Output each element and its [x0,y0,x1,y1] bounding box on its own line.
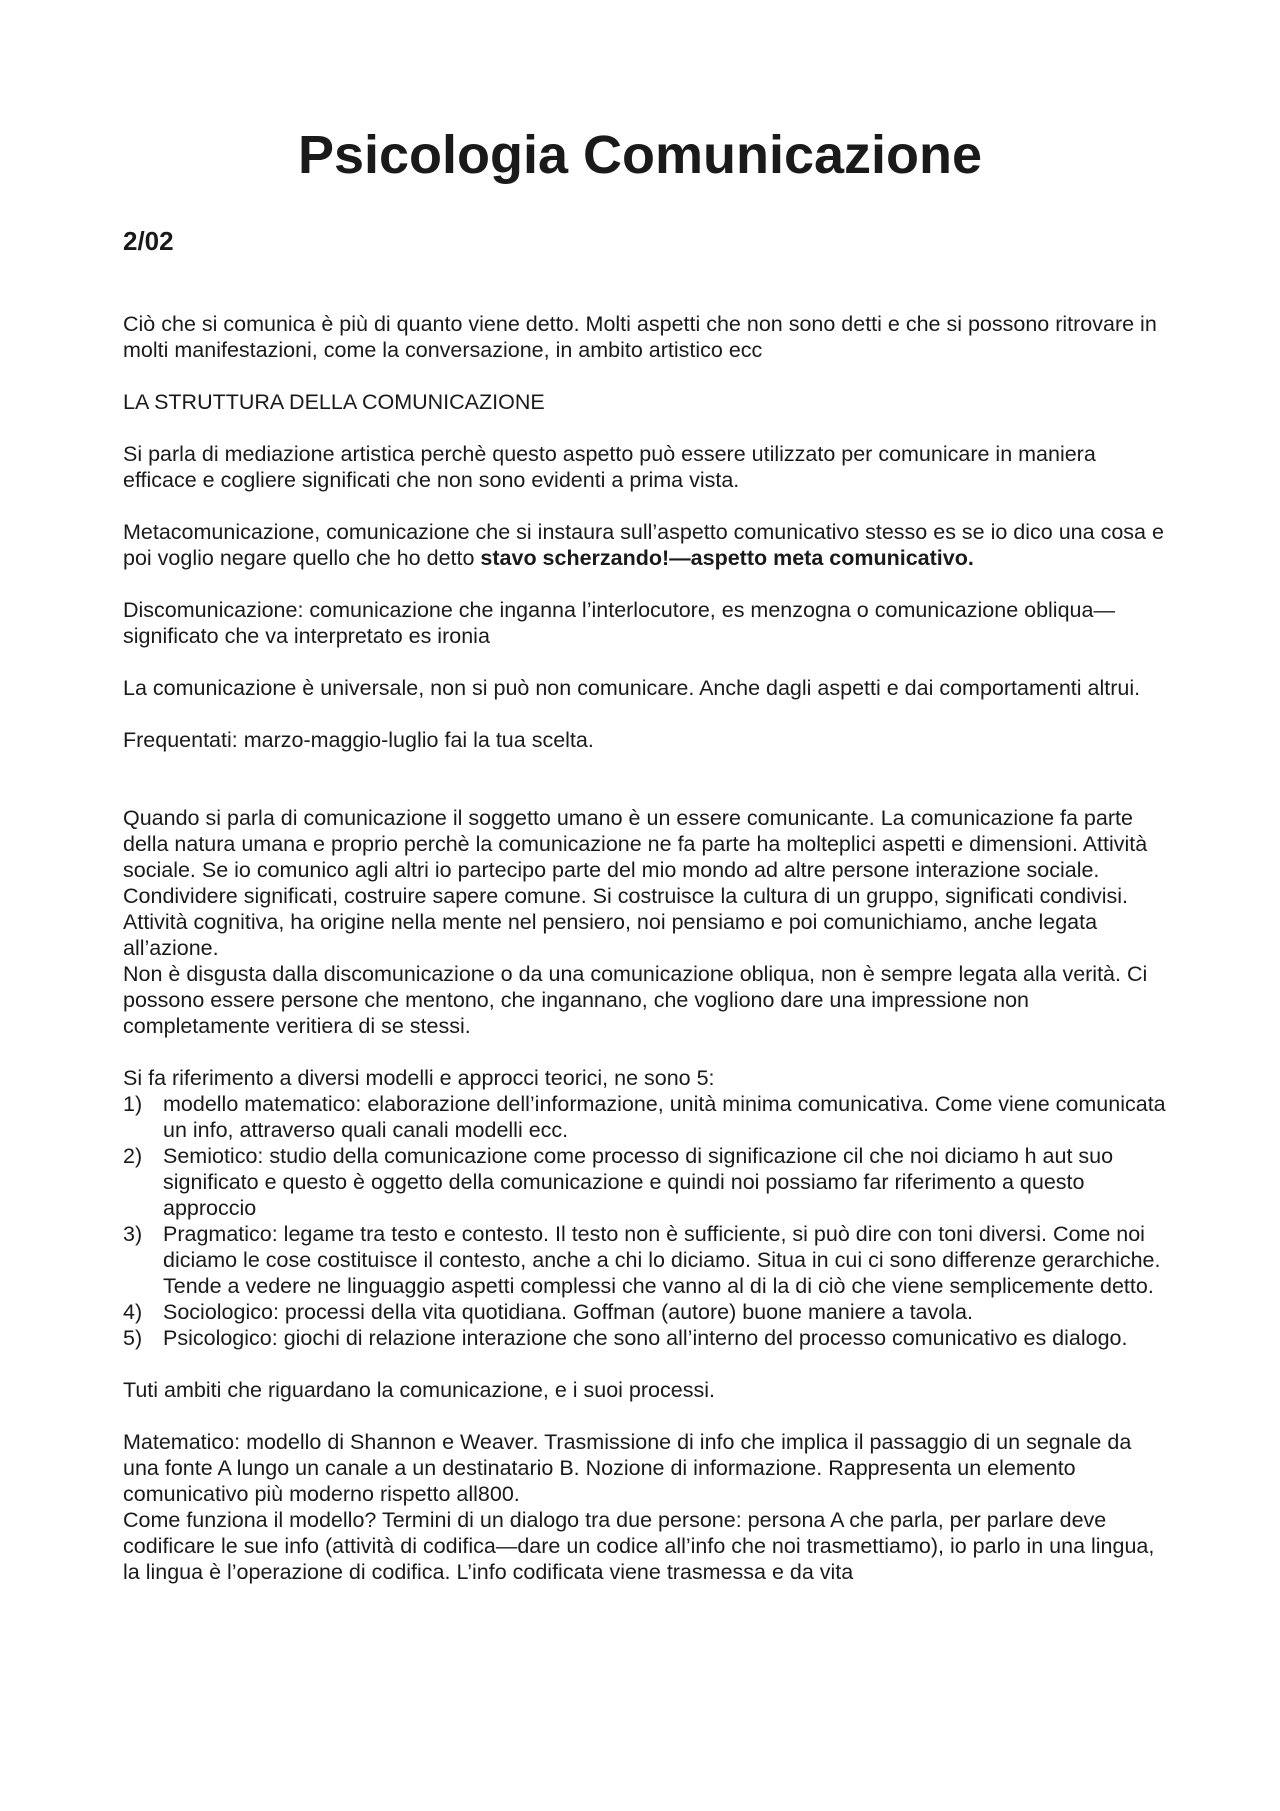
paragraph: Tuti ambiti che riguardano la comunicazione, e i suoi processi. [123,1378,715,1402]
document-title: Psicologia Comunicazione [297,125,983,185]
list-number: 2) [123,1144,143,1168]
list-number: 4) [123,1300,143,1324]
document-body [123,311,1173,1585]
list-item [123,1325,1173,1351]
list-number: 3) [123,1222,143,1246]
list-item [123,1091,1173,1143]
list-text: Psicologico: giochi di relazione interazione che sono all’interno del processo comunicativo es dialogo. [163,1326,1128,1350]
paragraph: Si fa riferimento a diversi modelli e approcci teorici, ne sono 5: [123,1066,715,1090]
models-list [123,1091,1173,1351]
lecture-date: 2/02 [123,226,174,256]
paragraph: Quando si parla di comunicazione il soggetto umano è un essere comunicante. La comunicazione fa parte della natura umana e proprio perchè la comunicazione ne fa parte ha molteplici aspetti e dimensioni. Attività sociale. Se io comunico agli altri io partecipo parte del mio mondo ad altre persone interazione sociale. Condividere significati, costruire sapere comune. Si costruisce la cultura di un gruppo, significati condivisi. Attività cognitiva, ha origine nella mente nel pensiero, noi pensiamo e poi comunichiamo, anche legata all’azione. [123,806,1148,960]
paragraph: Non è disgusta dalla discomunicazione o da una comunicazione obliqua, non è sempre legata alla verità. Ci possono essere persone che mentono, che ingannano, che vogliono dare una impressione non completamente veritiera di se stessi. [123,962,1148,1038]
list-text: Pragmatico: legame tra testo e contesto. Il testo non è sufficiente, si può dire con toni diversi. Come noi diciamo le cose costituisce il contesto, anche a chi lo diciamo. Situa in cui ci sono differenze gerarchiche. Tende a vedere ne linguaggio aspetti complessi che vanno al di la di ciò che viene semplicemente detto. [163,1222,1161,1298]
section-heading: LA STRUTTURA DELLA COMUNICAZIONE [123,390,545,414]
list-number: 1) [123,1092,143,1116]
paragraph: Come funziona il modello? Termini di un dialogo tra due persone: persona A che parla, per parlare deve codificare le sue info (attività di codifica—dare un codice all’info che noi trasmettiamo), io parlo in una lingua, la lingua è l’operazione di codifica. L’info codificata viene trasmessa e da vita [123,1508,1155,1584]
paragraph: Ciò che si comunica è più di quanto viene detto. Molti aspetti che non sono detti e che si possono ritrovare in molti manifestazioni, come la conversazione, in ambito artistico ecc [123,312,1157,362]
list-text: Sociologico: processi della vita quotidiana. Goffman (autore) buone maniere a tavola. [163,1300,973,1324]
paragraph: Matematico: modello di Shannon e Weaver. Trasmissione di info che implica il passaggio di un segnale da una fonte A lungo un canale a un destinatario B. Nozione di informazione. Rappresenta un elemento comunicativo più moderno rispetto all800. [123,1430,1132,1506]
list-item [123,1143,1173,1221]
paragraph: Discomunicazione: comunicazione che inganna l’interlocutore, es menzogna o comunicazione obliqua—significato che va interpretato es ironia [123,598,1115,648]
list-text: modello matematico: elaborazione dell’informazione, unità minima comunicativa. Come viene comunicata un info, attraverso quali canali modelli ecc. [163,1092,1166,1142]
paragraph-metacomunicazione [123,519,1173,571]
list-text: Semiotico: studio della comunicazione come processo di significazione cil che noi diciamo h aut suo significato e questo è oggetto della comunicazione e quindi noi possiamo far riferimento a questo approccio [163,1144,1114,1220]
paragraph: Frequentati: marzo-maggio-luglio fai la tua scelta. [123,728,594,752]
list-item [123,1299,1173,1325]
paragraph: Si parla di mediazione artistica perchè questo aspetto può essere utilizzato per comunicare in maniera efficace e cogliere significati che non sono evidenti a prima vista. [123,442,1096,492]
paragraph-text: Metacomunicazione, comunicazione che si instaura sull’aspetto comunicativo stesso es se io dico una cosa e poi voglio negare quello che ho detto [123,520,1164,570]
paragraph: La comunicazione è universale, non si può non comunicare. Anche dagli aspetti e dai comportamenti altrui. [123,676,1141,700]
paragraph-bold-text: stavo scherzando!—aspetto meta comunicativo. [480,546,974,570]
list-number: 5) [123,1326,143,1350]
list-item [123,1221,1173,1299]
